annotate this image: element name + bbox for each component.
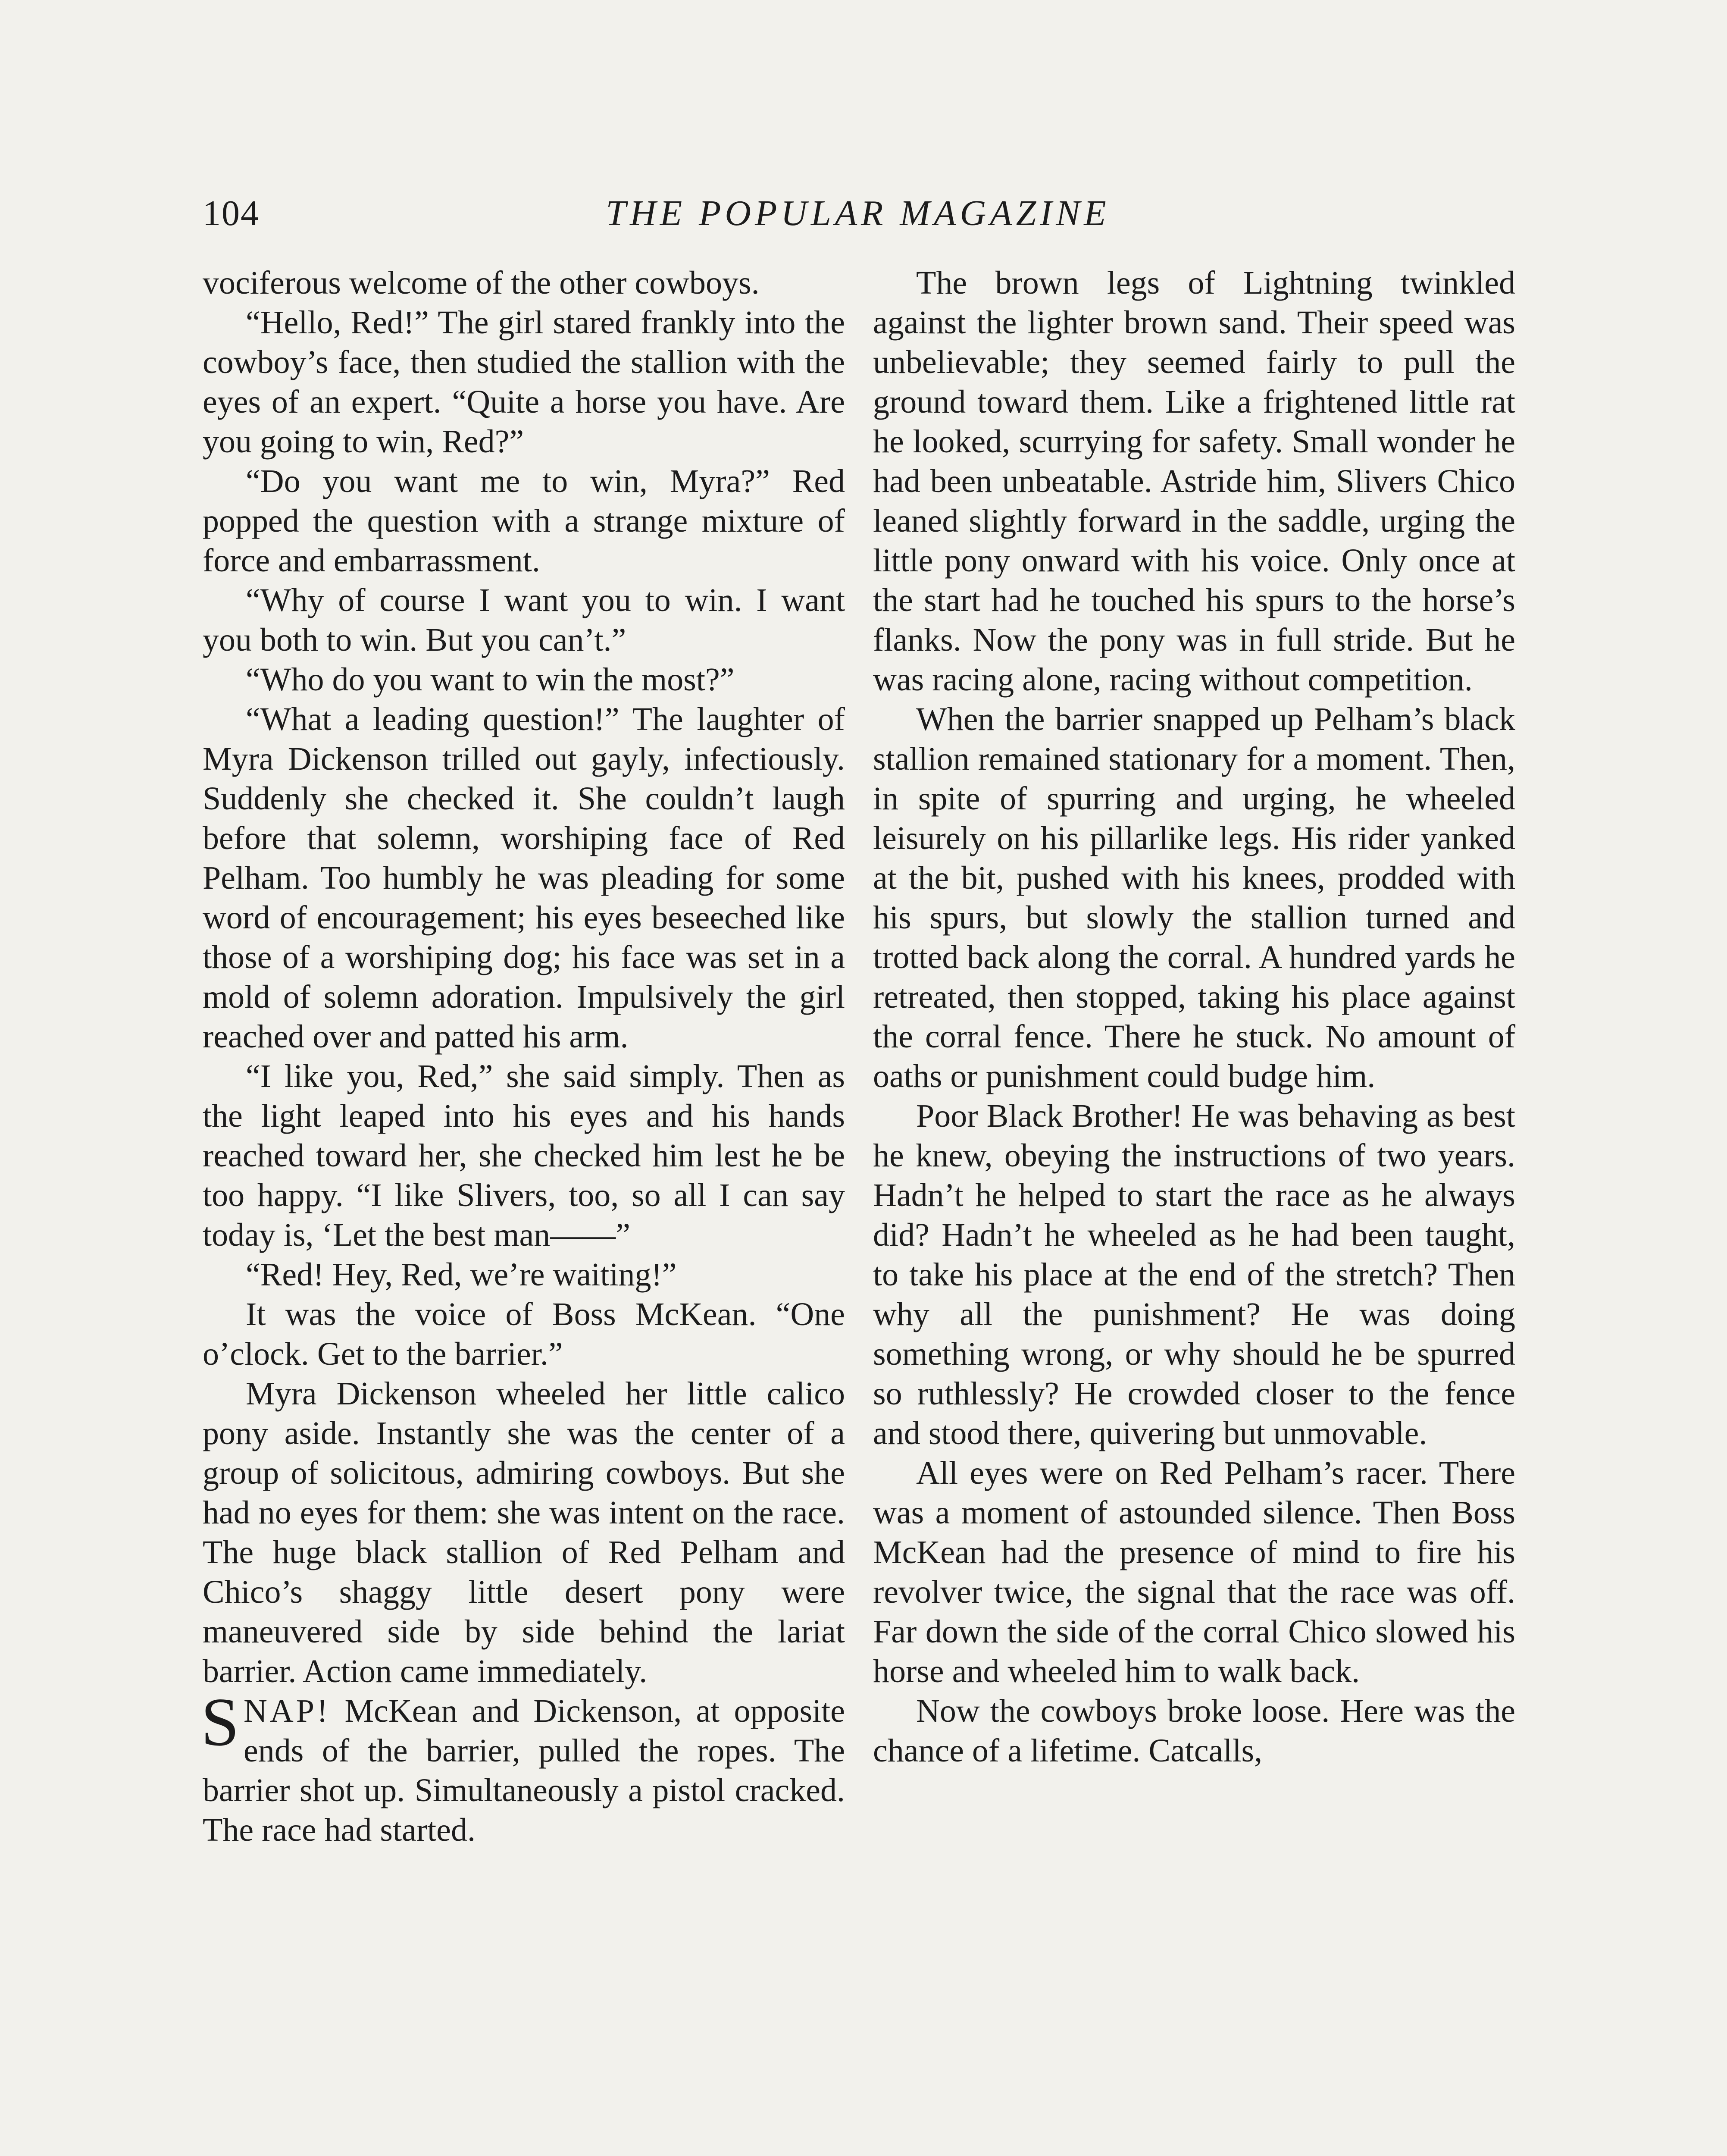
section-opening-paragraph xyxy=(201,1683,845,1850)
paragraph: “Red! Hey, Red, we’re waiting!” xyxy=(246,1257,677,1293)
running-head: THE POPULAR MAGAZINE xyxy=(606,193,1110,233)
paragraph: “What a leading question!” The laughter of Myra Dickenson trilled out gayly, infectiously. Suddenly she checked it. She couldn’t laugh before that solemn, worshiping face of Red Pelham. Too humbly he was pleading for some word of encouragement; his eyes beseeched like those of a worshiping dog; his face was set in a mold of solemn adoration. Impulsively the girl reached over and patted his arm. xyxy=(203,701,845,1055)
paragraph: It was the voice of Boss McKean. “One o’clock. Get to the barrier.” xyxy=(203,1296,845,1372)
paragraph-text: McKean and Dickenson, at opposite ends of the barrier, pulled the ropes. The barrier shot up. Simultaneously a pistol cracked. The race had started. xyxy=(203,1693,845,1848)
paragraph: “Hello, Red!” The girl stared frankly into the cowboy’s face, then studied the stallion with the eyes of an expert. “Quite a horse you have. Are you going to win, Red?” xyxy=(203,304,845,460)
lead-in-word: NAP! xyxy=(243,1693,331,1729)
paragraph: “Do you want me to win, Myra?” Red popped the question with a strange mixture of force and embarrassment. xyxy=(203,463,845,579)
paragraph: Poor Black Brother! He was behaving as best he knew, obeying the instructions of two years. Hadn’t he helped to start the race as he always did? Hadn’t he wheeled as he had been taught, to take his place at the end of the stretch? Then why all the punishment? He was doing something wrong, or why should he be spurred so ruthlessly? He crowded closer to the fence and stood there, quivering but unmovable. xyxy=(873,1098,1515,1451)
right-column xyxy=(873,263,1515,1771)
paragraph: “Who do you want to win the most?” xyxy=(246,661,735,698)
paragraph: Now the cowboys broke loose. Here was the chance of a lifetime. Catcalls, xyxy=(873,1693,1515,1769)
page-header xyxy=(203,190,1513,246)
page-number: 104 xyxy=(203,193,260,233)
drop-cap: S xyxy=(201,1683,239,1760)
paragraph: Myra Dickenson wheeled her little calico pony aside. Instantly she was the center of a group of solicitous, admiring cowboys. But she had no eyes for them: she was intent on the race. The huge black stallion of Red Pelham and Chico’s shaggy little desert pony were maneuvered side by side behind the lariat barrier. Action came immediately. xyxy=(203,1376,845,1689)
paragraph: The brown legs of Lightning twinkled against the lighter brown sand. Their speed was unbelievable; they seemed fairly to pull the ground toward them. Like a frightened little rat he looked, scurrying for safety. Small wonder he had been unbeatable. Astride him, Slivers Chico leaned slightly forward in the saddle, urging the little pony onward with his voice. Only once at the start had he touched his spurs to the horse’s flanks. Now the pony was in full stride. But he was racing alone, racing without competition. xyxy=(873,265,1515,698)
paragraph: vociferous welcome of the other cowboys. xyxy=(203,265,760,301)
paragraph: “I like you, Red,” she said simply. Then as the light leaped into his eyes and his hands reached toward her, she checked him lest he be too happy. “I like Slivers, too, so all I can say today is, ‘Let the best man——” xyxy=(203,1058,845,1253)
paragraph: When the barrier snapped up Pelham’s black stallion remained stationary for a moment. Then, in spite of spurring and urging, he wheeled leisurely on his pillarlike legs. His rider yanked at the bit, pushed with his knees, prodded with his spurs, but slowly the stallion turned and trotted back along the corral. A hundred yards he retreated, then stopped, taking his place against the corral fence. There he stuck. No amount of oaths or punishment could budge him. xyxy=(873,701,1515,1094)
left-column xyxy=(203,263,845,1850)
paragraph: All eyes were on Red Pelham’s racer. There was a moment of astounded silence. Then Boss McKean had the presence of mind to fire his revolver twice, the signal that the race was off. Far down the side of the corral Chico slowed his horse and wheeled him to walk back. xyxy=(873,1455,1515,1689)
paragraph: “Why of course I want you to win. I want you both to win. But you can’t.” xyxy=(203,582,845,658)
